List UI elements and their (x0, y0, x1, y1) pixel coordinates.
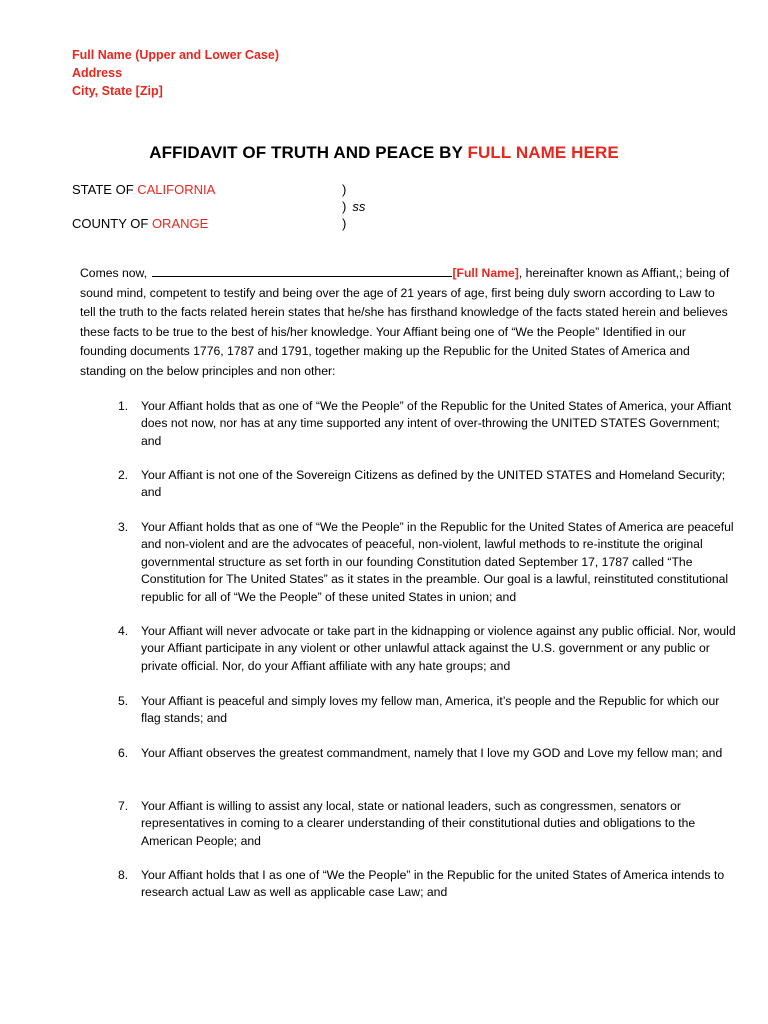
document-title (0, 143, 768, 163)
list-item (80, 623, 740, 675)
sender-address: Address (72, 66, 123, 80)
county-label: COUNTY OF (72, 216, 152, 231)
sender-block (72, 46, 279, 100)
state-line (72, 181, 215, 198)
list-item-number: 3. (118, 520, 129, 534)
list-item-number: 7. (118, 799, 129, 813)
list-item-text: Your Affiant will never advocate or take part in the kidnapping or violence against any public official. Nor, would your Affiant participate in any violent or other unlawful attack against the U.S. government or any public or private official. Nor, do your Affiant affiliate with any hate groups; and (141, 624, 736, 673)
intro-comes-now: Comes now, (80, 266, 151, 280)
list-item (80, 798, 740, 850)
list-item (80, 467, 740, 502)
state-value: CALIFORNIA (137, 182, 216, 197)
sender-city-state-zip: City, State [Zip] (72, 84, 163, 98)
list-item-text: Your Affiant is peaceful and simply loves my fellow man, America, it’s people and the Republic for which our flag stands; and (141, 694, 720, 726)
venue-paren-2-char: ) (342, 199, 347, 214)
list-item-number: 1. (118, 399, 129, 413)
county-line (72, 215, 208, 232)
list-item (80, 693, 740, 728)
list-item-number: 2. (118, 468, 129, 482)
list-item (80, 398, 740, 450)
list-item-text: Your Affiant is not one of the Sovereign Citizens as defined by the UNITED STATES and Homeland Security; and (141, 468, 726, 500)
list-item-number: 8. (118, 868, 129, 882)
name-blank-line (152, 264, 452, 277)
venue-paren-1: ) (342, 182, 347, 197)
intro-body: , hereinafter known as Affiant,; being of sound mind, competent to testify and being over the age of 21 years of age, first being duly sworn according to Law to tell the truth to the facts related herein states that he/she has firsthand knowledge of the facts stated herein and believes these facts to be true to the best of his/her knowledge. Your Affiant being one of “We the People” Identified in our founding documents 1776, 1787 and 1791, together making up the Republic for the United States of America and standing on the below principles and non other: (80, 266, 730, 378)
list-item-text: Your Affiant is willing to assist any local, state or national leaders, such as congressmen, senators or representatives in coming to a clearer understanding of their constitutional duties and obligations to the American People; and (141, 799, 696, 848)
list-item (80, 519, 740, 606)
list-item-number: 6. (118, 746, 129, 760)
intro-full-name-placeholder: [Full Name] (452, 266, 519, 280)
county-value: ORANGE (151, 216, 209, 231)
venue-ss: ss (352, 199, 366, 214)
venue-paren-2 (342, 198, 365, 215)
title-prefix: AFFIDAVIT OF TRUTH AND PEACE BY (149, 143, 468, 162)
venue-paren-3: ) (342, 216, 347, 231)
list-item (80, 745, 740, 762)
list-item-text: Your Affiant holds that I as one of “We the People” in the Republic for the united States of America intends to research actual Law as well as applicable case Law; and (141, 868, 725, 900)
list-item-number: 5. (118, 694, 129, 708)
sender-full-name: Full Name (Upper and Lower Case) (72, 48, 279, 62)
list-item-text: Your Affiant holds that as one of “We the People” of the Republic for the United States of America, your Affiant does not now, nor has at any time supported any intent of over-throwing the UNITED STATES Government; and (141, 399, 732, 448)
state-label: STATE OF (72, 182, 138, 197)
title-name: FULL NAME HERE (467, 143, 619, 162)
intro-paragraph (80, 264, 730, 382)
list-item-text: Your Affiant observes the greatest commandment, namely that I love my GOD and Love my fellow man; and (141, 746, 723, 760)
list-item-text: Your Affiant holds that as one of “We the People” in the Republic for the United States of America are peaceful and non-violent and are the advocates of peaceful, non-violent, lawful methods to re-institute the original governmental structure as set forth in our founding Constitution dated September 17, 1787 called “The Constitution for The United States” as it states in the preamble. Our goal is a lawful, reinstituted constitutional republic for all of “We the People” of these united States in union; and (141, 520, 734, 604)
list-item-number: 4. (118, 624, 129, 638)
list-item (80, 867, 740, 902)
